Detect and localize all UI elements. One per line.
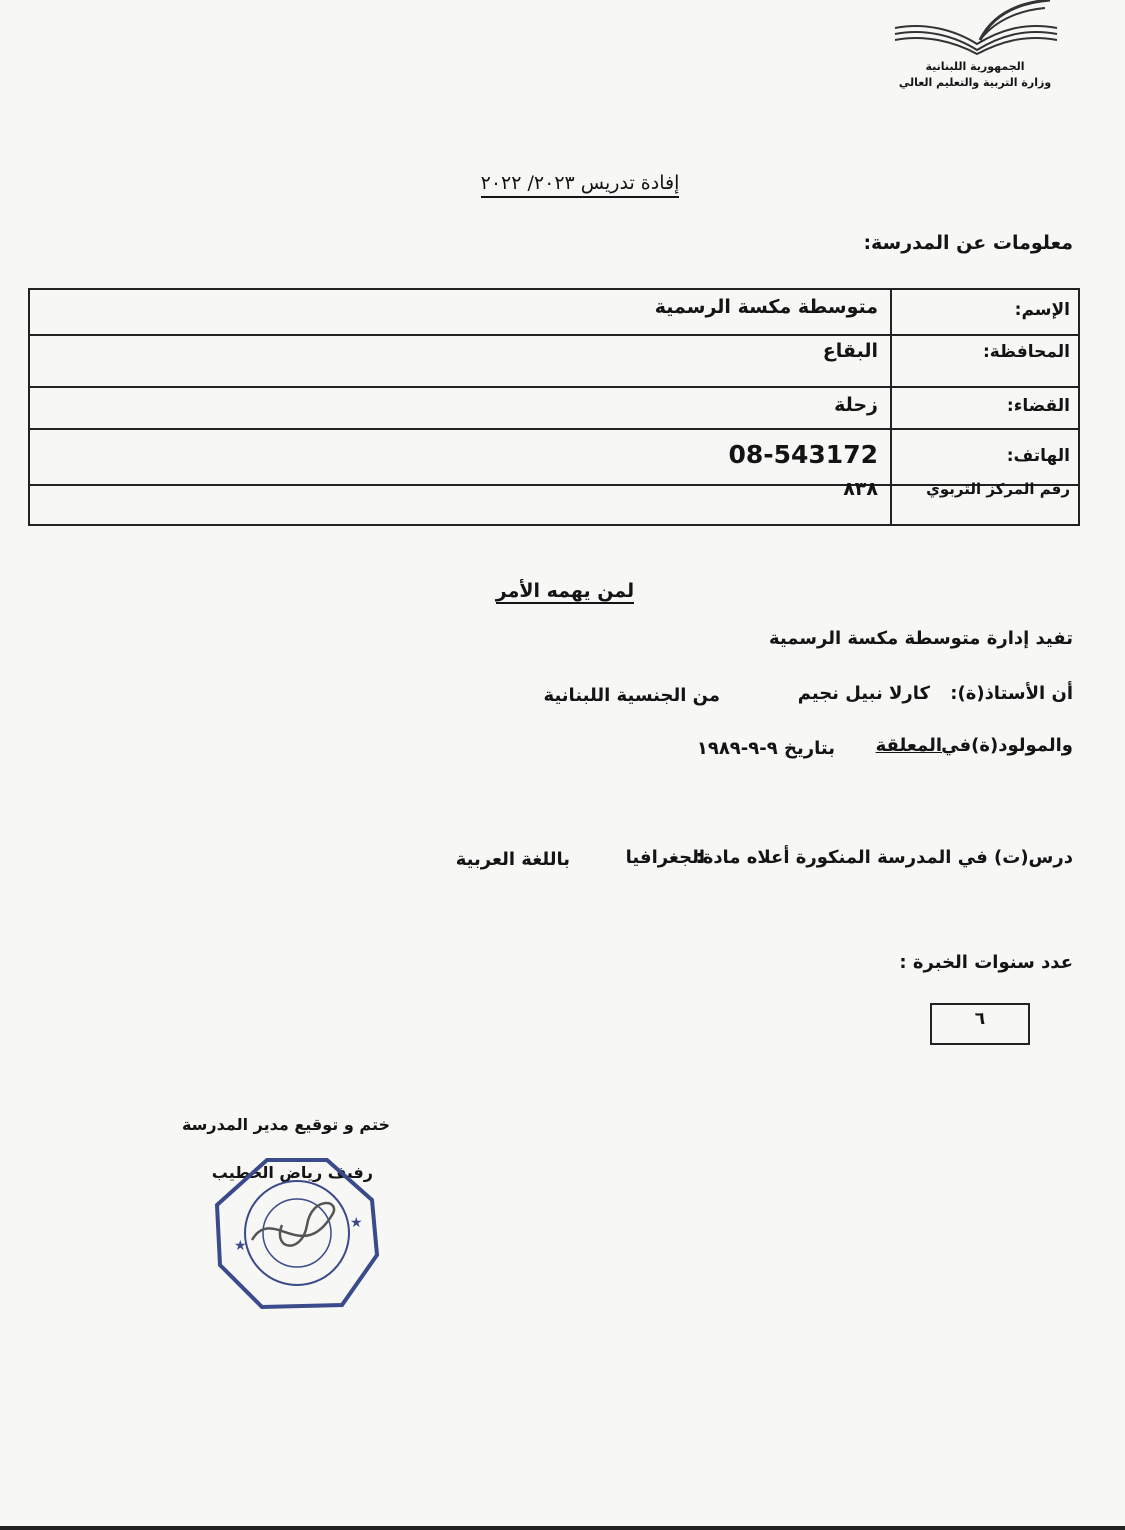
school-info-heading: معلومات عن المدرسة: [863, 232, 1073, 254]
experience-value: ٦ [974, 1009, 986, 1029]
school-statement: تفيد إدارة متوسطة مكسة الرسمية [768, 628, 1073, 649]
table-row [30, 336, 1078, 388]
teacher-nationality: من الجنسية اللبنانية [543, 685, 720, 706]
svg-text:★: ★ [350, 1215, 363, 1231]
row-value: البقاع [822, 340, 878, 362]
book-icon [885, 0, 1065, 58]
row-value: ٨٣٨ [843, 478, 878, 500]
row-label: الهاتف: [1006, 446, 1070, 466]
to-whom-heading: لمن يهمه الأمر [495, 580, 635, 602]
school-seal [212, 1155, 382, 1315]
teacher-name: كارلا نبيل نجيم [797, 683, 930, 704]
table-row [30, 478, 1078, 524]
ministry-logo [885, 0, 1065, 100]
subject: الجغرافيا [625, 847, 705, 868]
taught-prefix: درس(ت) في المدرسة المنكورة أعلاه مادة: [695, 847, 1073, 868]
row-label: القضاء: [1006, 396, 1070, 416]
table-row [30, 430, 1078, 486]
stamp-icon [212, 1155, 382, 1315]
row-value: متوسطة مكسة الرسمية [654, 296, 878, 318]
row-label: المحافظة: [982, 342, 1070, 362]
row-value: زحلة [834, 394, 878, 416]
ministry-name: وزارة التربية والتعليم العالي [898, 76, 1052, 89]
experience-box [930, 1003, 1030, 1045]
republic-name: الجمهورية اللبنانية [925, 60, 1025, 73]
row-label: رقم المركز التربوي [926, 480, 1070, 498]
principal-name: رفيف رياض الخطيب [211, 1163, 373, 1182]
birth-date: بتاريخ ٩-٩-١٩٨٩ [696, 738, 835, 759]
school-info-table [28, 288, 1080, 526]
row-value: 08-543172 [728, 440, 878, 469]
teaching-language: باللغة العربية [455, 849, 570, 870]
document-title: إفادة تدريس ٢٠٢٣/ ٢٠٢٢ [380, 172, 780, 194]
teacher-prefix: أن الأستاذ(ة): [950, 683, 1073, 704]
born-prefix: والمولود(ة)في [941, 735, 1073, 756]
page-edge [0, 1526, 1125, 1530]
table-row [30, 290, 1078, 336]
svg-text:★: ★ [234, 1238, 247, 1254]
birth-place: المعلقة [875, 735, 942, 756]
row-label: الإسم: [1014, 300, 1070, 320]
table-row [30, 388, 1078, 430]
experience-label: عدد سنوات الخبرة : [899, 952, 1073, 973]
signature-label: ختم و توقيع مدير المدرسة [181, 1115, 390, 1134]
